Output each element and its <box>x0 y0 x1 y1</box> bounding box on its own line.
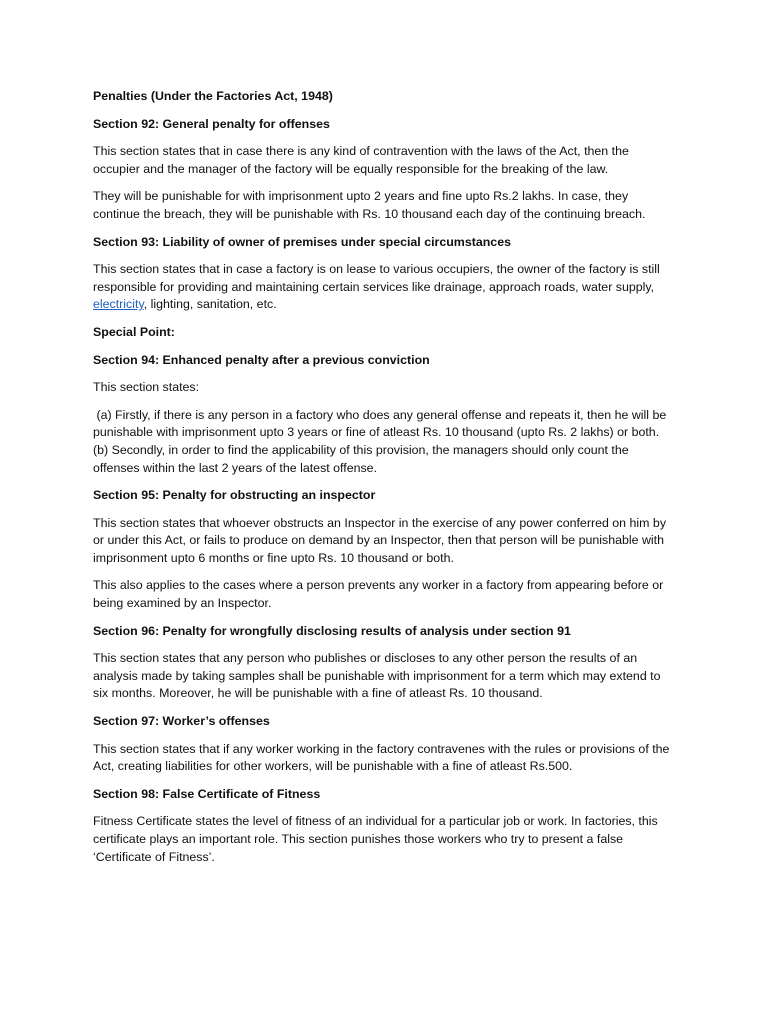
section-94-intro: This section states: <box>93 380 200 395</box>
section-93-heading: Section 93: Liability of owner of premises under special circumstances <box>93 234 511 249</box>
section-92-paragraph-2: They will be punishable for with imprisonment upto 2 years and fine upto Rs.2 lakhs. In case, they continue the breach, they will be punishable with Rs. 10 thousand each day of the continuing breach. <box>93 189 646 221</box>
section-95-paragraph-2: This also applies to the cases where a person prevents any worker in a factory from appearing before or being examined by an Inspector. <box>93 578 664 611</box>
section-96-paragraph-1: This section states that any person who publishes or discloses to any other person the results of an analysis made by taking samples shall be punishable with imprisonment for a term which may extend to six months. Moreover, he will be punishable with a fine of atleast Rs. 10 thousand. <box>93 651 661 701</box>
section-93-text-before-link: This section states that in case a factory is on lease to various occupiers, the owner of the factory is still responsible for providing and maintaining certain services like drainage, approach roads, water supply, <box>93 262 660 294</box>
electricity-link[interactable]: electricity <box>93 297 144 312</box>
document-title: Penalties (Under the Factories Act, 1948) <box>93 89 333 103</box>
section-98-heading: Section 98: False Certificate of Fitness <box>93 786 321 801</box>
section-94-clause-a: (a) Firstly, if there is any person in a factory who does any general offense and repeats it, then he will be punishable with imprisonment upto 3 years or fine of atleast Rs. 10 thousand (upto Rs. 2 lakhs) or both. <box>93 407 670 440</box>
section-92-paragraph-1: This section states that in case there is any kind of contravention with the laws of the Act, then the occupier and the manager of the factory will be equally responsible for the breaking of the law. <box>93 144 629 176</box>
section-94-heading: Section 94: Enhanced penalty after a previous conviction <box>93 352 430 367</box>
section-96-heading: Section 96: Penalty for wrongfully disclosing results of analysis under section 91 <box>93 623 571 638</box>
section-97-paragraph-1: This section states that if any worker working in the factory contravenes with the rules or provisions of the Act, creating liabilities for other workers, will be punishable with a fine of atleast Rs.500. <box>93 741 670 774</box>
section-92-heading: Section 92: General penalty for offenses <box>93 116 330 131</box>
section-98-paragraph-1: Fitness Certificate states the level of fitness of an individual for a particular job or work. In factories, this certificate plays an important role. This section punishes those workers who try to present a false ‘Certificate of Fitness’. <box>93 814 658 864</box>
section-95-heading: Section 95: Penalty for obstructing an inspector <box>93 488 376 503</box>
document-page <box>93 88 673 876</box>
section-97-heading: Section 97: Worker’s offenses <box>93 714 270 729</box>
section-94-clause-b: (b) Secondly, in order to find the applicability of this provision, the managers should only count the offenses within the last 2 years of the latest offense. <box>93 442 629 475</box>
section-93-paragraph-1 <box>93 261 673 314</box>
section-95-paragraph-1: This section states that whoever obstructs an Inspector in the exercise of any power conferred on him by or under this Act, or fails to produce on demand by an Inspector, then that person will be punishable with imprisonment upto 6 months or fine upto Rs. 10 thousand or both. <box>93 515 667 565</box>
special-point-heading: Special Point: <box>93 324 175 339</box>
section-93-text-after-link: , lighting, sanitation, etc. <box>143 297 277 312</box>
